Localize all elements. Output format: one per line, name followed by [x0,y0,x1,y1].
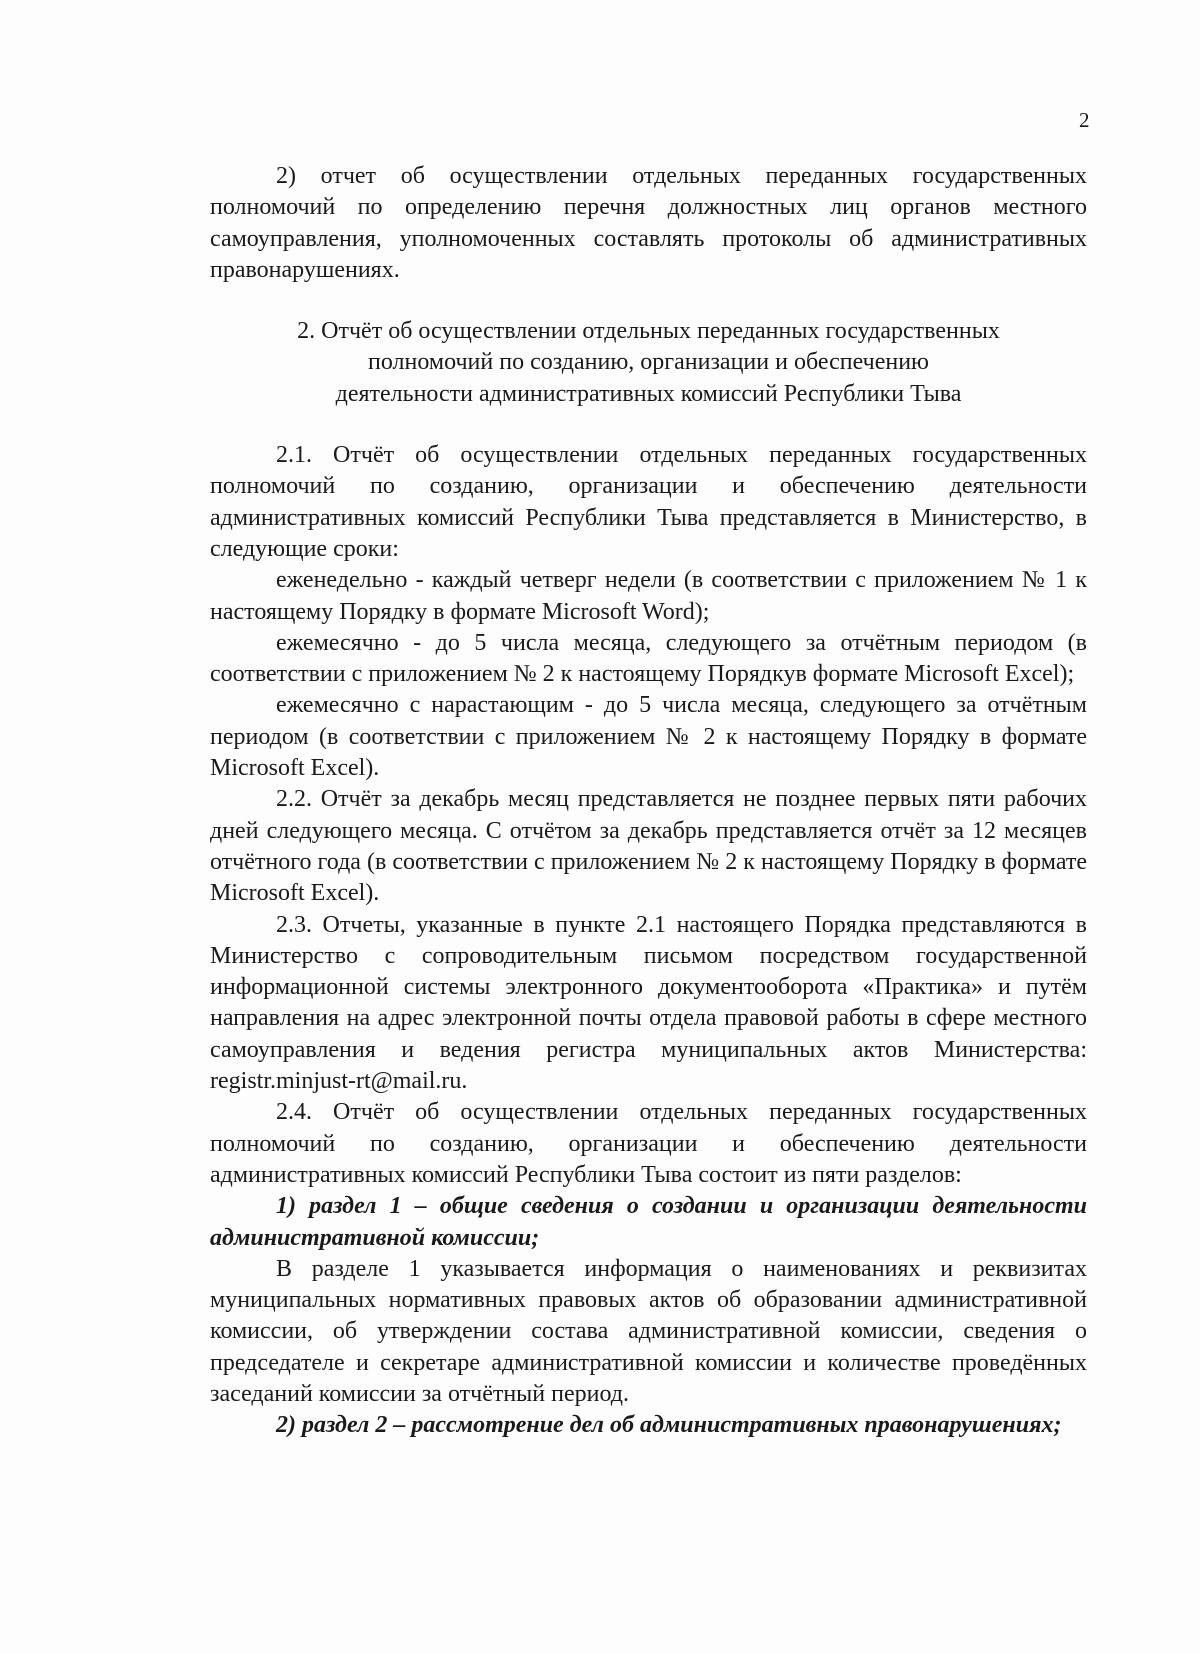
section-heading-line-1: 2. Отчёт об осуществлении отдельных переданных государственных [297,318,1000,345]
page-number: 2 [1079,108,1090,132]
section-2-title: 2) раздел 2 – рассмотрение дел об административных правонарушениях; [276,1412,1062,1439]
section-1-text: В разделе 1 указывается информация о наименованиях и реквизитах муниципальных нормативных правовых актов об образовании административной комиссии, об утверждении состава административной комиссии, сведения о председателе и секретаре административной комиссии и количестве проведённых заседаний комиссии за отчётный период. [210,1255,1087,1407]
paragraph-monthly-cumulative: ежемесячно с нарастающим - до 5 числа месяца, следующего за отчётным периодом (в соответствии с приложением № 2 к настоящему Порядку в формате Microsoft Excel). [210,692,1087,782]
paragraph-2-4: 2.4. Отчёт об осуществлении отдельных переданных государственных полномочий по созданию, организации и обеспечению деятельности административных комиссий Республики Тыва состоит из пяти разделов: [210,1099,1087,1188]
spacer [210,410,1087,440]
paragraph-weekly: еженедельно - каждый четверг недели (в соответствии с приложением № 1 к настоящему Порядку в формате Microsoft Word); [210,567,1087,625]
document-body [210,161,1087,1442]
section-heading [210,316,1087,410]
paragraph-2-3: 2.3. Отчеты, указанные в пункте 2.1 настоящего Порядка представляются в Министерство с сопроводительным письмом посредством государственной информационной системы электронного документооборота «Практика» и путём направления на адрес электронной почты отдела правовой работы в сфере местного самоуправления и ведения регистра муниципальных актов Министерства: registr.minjust-rt@mail.ru. [210,911,1087,1095]
section-heading-line-3: деятельности административных комиссий Республики Тыва [335,380,962,407]
section-heading-line-2: полномочий по созданию, организации и обеспечению [368,349,929,376]
paragraph-2-2: 2.2. Отчёт за декабрь месяц представляется не позднее первых пяти рабочих дней следующего месяца. С отчётом за декабрь представляется отчёт за 12 месяцев отчётного года (в соответствии с приложением № 2 к настоящему Порядку в формате Microsoft Excel). [210,786,1087,907]
intro-item-paragraph: 2) отчет об осуществлении отдельных переданных государственных полномочий по определению перечня должностных лиц органов местного самоуправления, уполномоченных составлять протоколы об административных правонарушениях. [210,163,1087,283]
paragraph-2-1: 2.1. Отчёт об осуществлении отдельных переданных государственных полномочий по созданию, организации и обеспечению деятельности административных комиссий Республики Тыва представляется в Министерство, в следующие сроки: [210,442,1087,562]
spacer [210,286,1087,316]
section-1-title: 1) раздел 1 – общие сведения о создании и организации деятельности административной комиссии; [210,1193,1087,1251]
paragraph-monthly: ежемесячно - до 5 числа месяца, следующего за отчётным периодом (в соответствии с приложением № 2 к настоящему Порядкув формате Microsoft Excel); [210,629,1087,688]
